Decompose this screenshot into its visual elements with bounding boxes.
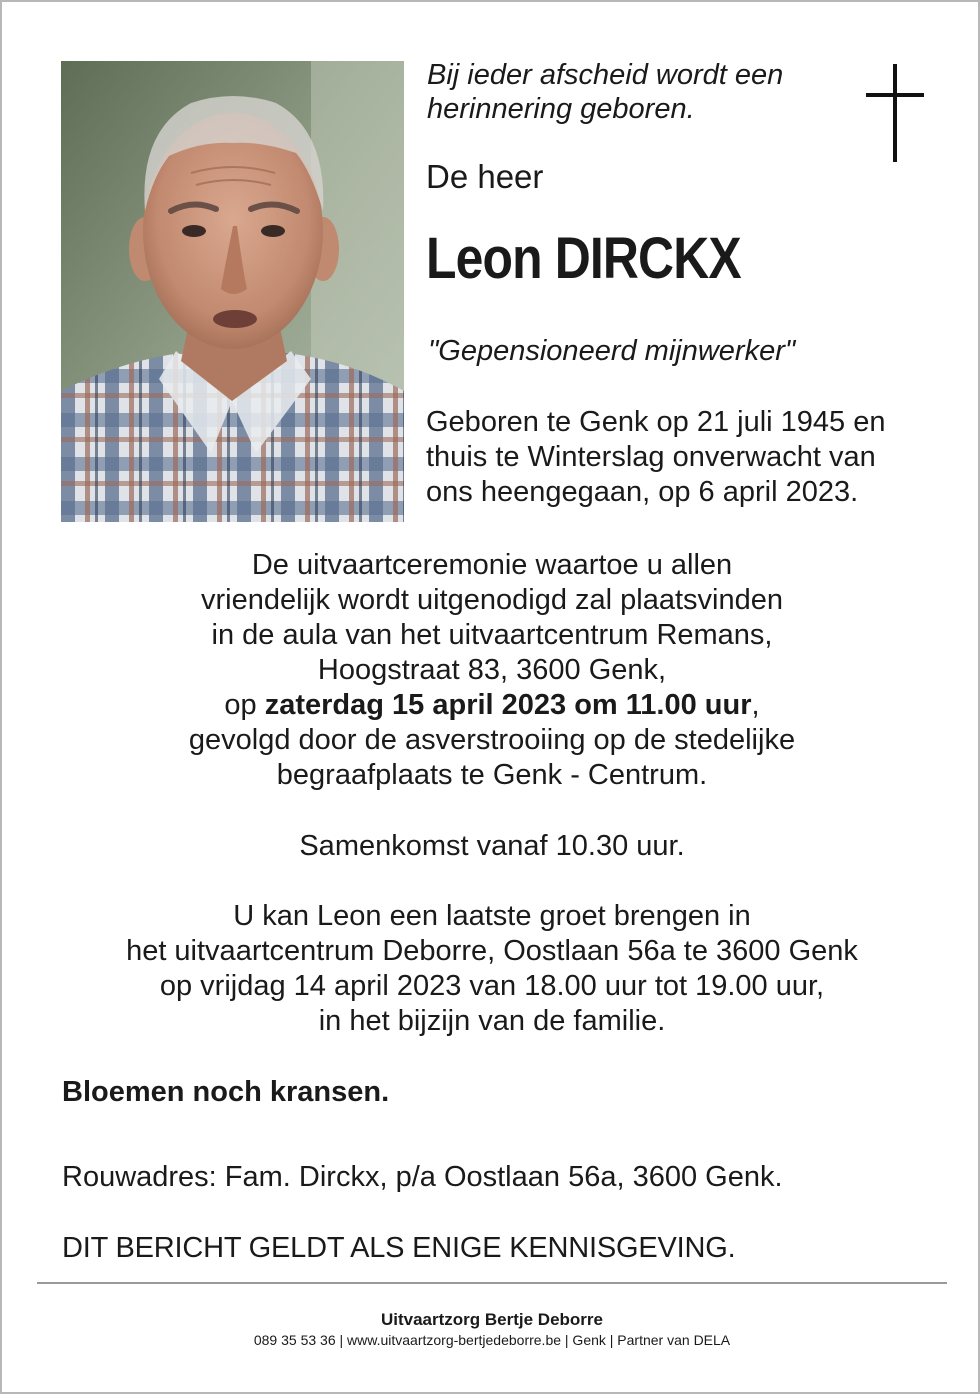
official-notice: DIT BERICHT GELDT ALS ENIGE KENNISGEVING.	[62, 1232, 736, 1264]
ceremony-date-prefix: op	[224, 689, 265, 721]
ceremony-line-4: Hoogstraat 83, 3600 Genk,	[317, 654, 667, 686]
farewell-line-4: in het bijzijn van de familie.	[318, 1005, 666, 1037]
gathering-time: Samenkomst vanaf 10.30 uur.	[299, 830, 685, 862]
occupation: "Gepensioneerd mijnwerker"	[428, 335, 796, 367]
portrait-photo	[61, 61, 404, 522]
flowers-note: Bloemen noch kransen.	[62, 1076, 390, 1108]
salutation: De heer	[426, 158, 544, 195]
deceased-name: Leon DIRCKX	[426, 226, 741, 291]
ceremony-line-3: in de aula van het uitvaartcentrum Remans,	[211, 619, 773, 651]
farewell-line-1: U kan Leon een laatste groet brengen in	[233, 900, 751, 932]
ceremony-line-5	[22, 688, 962, 723]
farewell-info	[22, 899, 962, 1039]
ceremony-line-6: gevolgd door de asverstrooiing op de stedelijke	[188, 724, 796, 756]
ceremony-date: zaterdag 15 april 2023 om 11.00 uur	[264, 689, 752, 721]
dates-line-2: thuis te Winterslag onverwacht van	[426, 441, 876, 473]
ceremony-date-suffix: ,	[751, 689, 760, 721]
farewell-line-2: het uitvaartcentrum Deborre, Oostlaan 56a te 3600 Genk	[126, 935, 858, 967]
ceremony-line-2: vriendelijk wordt uitgenodigd zal plaatsvinden	[201, 584, 783, 616]
dates-line-1: Geboren te Genk op 21 juli 1945 en	[426, 406, 886, 438]
memorial-quote	[427, 58, 847, 126]
funeral-home-contact: 089 35 53 36 | www.uitvaartzorg-bertjedeborre.be | Genk | Partner van DELA	[253, 1332, 731, 1348]
portrait-illustration	[61, 61, 404, 522]
ceremony-line-1: De uitvaartceremonie waartoe u allen	[251, 549, 733, 581]
quote-line-2: herinnering geboren.	[427, 93, 695, 125]
birth-death-info	[426, 405, 946, 510]
divider	[37, 1282, 947, 1284]
quote-line-1: Bij ieder afscheid wordt een	[427, 59, 784, 91]
farewell-line-3: op vrijdag 14 april 2023 van 18.00 uur tot 19.00 uur,	[159, 970, 825, 1002]
funeral-home-name: Uitvaartzorg Bertje Deborre	[380, 1310, 603, 1329]
mourning-address: Rouwadres: Fam. Dirckx, p/a Oostlaan 56a, 3600 Genk.	[62, 1161, 783, 1193]
ceremony-info	[22, 548, 962, 793]
dates-line-3: ons heengegaan, op 6 april 2023.	[426, 476, 859, 508]
cross-icon	[866, 64, 924, 162]
ceremony-line-7: begraafplaats te Genk - Centrum.	[276, 759, 708, 791]
